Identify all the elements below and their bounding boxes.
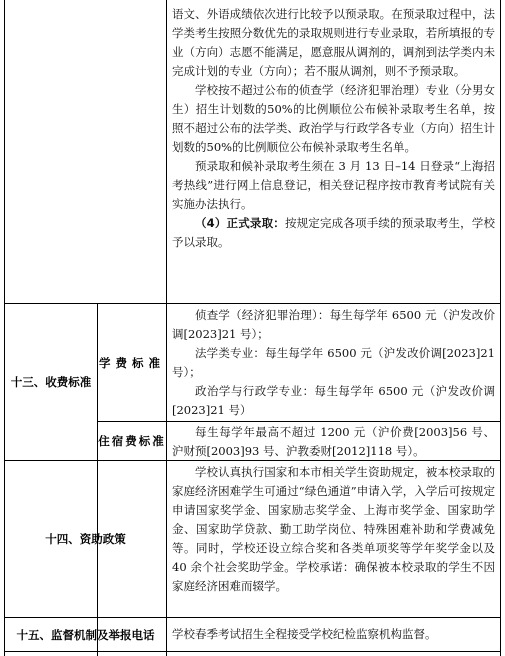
item4-heading: 正式录取： <box>226 216 285 230</box>
paragraph-registration: 预录取和候补录取考生须在 3 月 13 日–14 日登录“上海招考热线”进行网上信息登记，相关登记程序按市教育考试院有关实施办法执行。 <box>172 159 495 211</box>
dorm-fee-content <box>172 423 495 461</box>
paragraph-formal-admission <box>172 214 495 252</box>
dorm-fee-text: 每生每学年最高不超过 1200 元（沪价费[2003]56 号、沪财预[2003]93 号、沪教委财[2012]118 号）。 <box>172 425 495 458</box>
row-15-label: 十五、监督机制及举报电话 <box>16 627 155 642</box>
tuition-line-politics: 政治学与行政学专业：每生每学年 6500 元（沪发改价调[2023]21 号） <box>172 384 495 417</box>
tuition-line-investigation: 侦查学（经济犯罪治理）：每生每学年 6500 元（沪发改价调[2023]21 号）； <box>172 308 495 341</box>
tuition-label: 学费标准 <box>99 355 165 370</box>
supervision-content <box>172 625 495 644</box>
tuition-content <box>172 306 495 420</box>
supervision-text: 学校春季考试招生全程接受学校纪检监察机构监督。 <box>172 627 437 641</box>
tuition-line-law: 法学类专业：每生每学年 6500 元（沪发改价调[2023]21 号）； <box>172 346 495 379</box>
paragraph-preadmission-rules: 语文、外语成绩依次进行比较予以预录取。在预录取过程中，法学类考生按照分数优先的录取规则进行专业录取，若所填报的专业（方向）志愿不能满足，愿意服从调剂的，调剂到法学类内未完成计划的专业（方向）；若不服从调剂，则不予预录取。 <box>172 7 495 78</box>
row-13-label: 十三、收费标准 <box>10 375 92 389</box>
financial-aid-text: 学校认真执行国家和本市相关学生资助规定，被本校录取的家庭经济困难学生可通过“绿色通道”申请入学，入学后可按规定申请国家奖学金、国家励志奖学金、上海市奖学金、国家助学金、国家助学贷款、勤工助学岗位、特殊困难补助和学费减免等。同时，学校还设立综合奖和各类单项奖等学年奖学金以及 40 余个社会奖助学金。学校承诺：确保被本校录取的学生不因家庭经济困难而辍学。 <box>172 465 495 593</box>
paragraph-waitlist: 学校按不超过公布的侦查学（经济犯罪治理）专业（分男女生）招生计划数的50%的比例顺位公布候补录取考生名单，按照不超过公布的法学类、政治学与行政学各专业（方向）招生计划数的50%的比例顺位公布候补录取考生名单。 <box>172 83 495 154</box>
item4-number: （4） <box>195 216 227 230</box>
border-right <box>500 0 501 656</box>
row-14-label: 十四、资助政策 <box>45 532 126 546</box>
financial-aid-content <box>172 463 495 596</box>
item4-text: 按规定完成各项手续的预录取考生，学校予以录取。 <box>172 216 496 249</box>
dorm-fee-label: 住宿费标准 <box>98 434 166 448</box>
row-12-content <box>172 5 495 252</box>
border-bottom <box>4 651 501 652</box>
column-divider-content <box>166 0 167 656</box>
